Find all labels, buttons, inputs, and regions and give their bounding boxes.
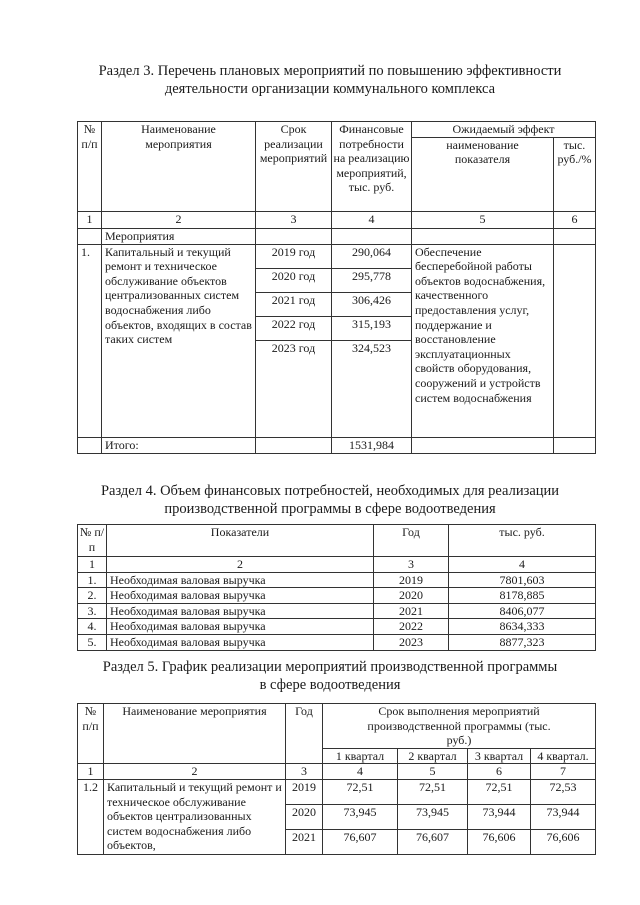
section4-title-line2: производственной программы в сфере водоотведения [164, 501, 496, 517]
table-row [78, 619, 596, 635]
row-q3: 76,606 [468, 829, 531, 854]
row-q2: 72,51 [398, 779, 468, 804]
empty-cell [412, 437, 554, 453]
colnum-5: 5 [412, 211, 554, 228]
section3-table [77, 121, 596, 454]
colnum-1: 1 [78, 211, 102, 228]
colnum-2: 2 [102, 211, 256, 228]
total-value: 1531,984 [332, 437, 412, 453]
row-indicator: Необходимая валовая выручка [107, 572, 374, 588]
colnum-4: 4 [332, 211, 412, 228]
header-unit: тыс. руб./% [554, 137, 596, 211]
colnum-3: 3 [374, 557, 449, 573]
table-row [78, 634, 596, 650]
row-year: 2022 [374, 619, 449, 635]
colnum-3: 3 [256, 211, 332, 228]
colnum-7: 7 [531, 764, 596, 780]
empty-cell [412, 228, 554, 244]
row-year: 2021 [286, 829, 323, 854]
header-amount: тыс. руб. [449, 525, 596, 557]
row-amount: 8877,323 [449, 634, 596, 650]
header-q2: 2 квартал [398, 748, 468, 764]
header-name: Наименование мероприятия [104, 704, 286, 764]
row-num: 3. [78, 603, 107, 619]
row-q1: 73,945 [323, 804, 398, 829]
empty-cell [78, 437, 102, 453]
amount-cell: 290,064 [332, 244, 412, 268]
row-q2: 73,945 [398, 804, 468, 829]
row-year: 2020 [286, 804, 323, 829]
empty-cell [554, 228, 596, 244]
row-num: 2. [78, 588, 107, 604]
empty-cell [78, 228, 102, 244]
header-effect: Ожидаемый эффект [412, 122, 596, 138]
empty-cell [554, 244, 596, 437]
section3-title [60, 62, 600, 98]
colnum-2: 2 [104, 764, 286, 780]
section5-title-line1: Раздел 5. График реализации мероприятий производственной программы [102, 659, 558, 675]
section3-title-line2: деятельности организации коммунального комплекса [164, 81, 496, 97]
row-year: 2021 [374, 603, 449, 619]
group-label: Мероприятия [102, 228, 256, 244]
section3-title-line1: Раздел 3. Перечень плановых мероприятий по повышению эффективности [98, 63, 562, 79]
empty-cell [332, 228, 412, 244]
section5-title-line2: в сфере водоотведения [259, 677, 401, 693]
row-year: 2023 [374, 634, 449, 650]
section5-table [77, 703, 596, 855]
empty-cell [554, 437, 596, 453]
year-cell: 2022 год [256, 316, 332, 340]
row-indicator: Необходимая валовая выручка [107, 588, 374, 604]
row-year: 2019 [286, 779, 323, 804]
colnum-4: 4 [323, 764, 398, 780]
row-num: 5. [78, 634, 107, 650]
colnum-2: 2 [107, 557, 374, 573]
header-name: Наименование мероприятия [102, 122, 256, 212]
row-q4: 76,606 [531, 829, 596, 854]
row-amount: 8634,333 [449, 619, 596, 635]
row-amount: 7801,603 [449, 572, 596, 588]
row-q4: 72,53 [531, 779, 596, 804]
row-num: 1. [78, 572, 107, 588]
header-q4: 4 квартал. [531, 748, 596, 764]
section4-table [77, 524, 596, 651]
colnum-1: 1 [78, 557, 107, 573]
year-cell: 2023 год [256, 340, 332, 437]
colnum-3: 3 [286, 764, 323, 780]
row-year: 2019 [374, 572, 449, 588]
header-num: № п/п [78, 122, 102, 212]
table-row [78, 588, 596, 604]
header-num: № п/п [78, 704, 104, 764]
row-q2: 76,607 [398, 829, 468, 854]
header-term: Срок реализации мероприятий [256, 122, 332, 212]
section4-title [60, 482, 600, 518]
item-name: Капитальный и текущий ремонт и техническое обслуживание объектов централизованных систем водоснабжения либо объектов, входящих в состав таких систем [102, 244, 256, 437]
year-cell: 2020 год [256, 268, 332, 292]
row-q3: 72,51 [468, 779, 531, 804]
colnum-5: 5 [398, 764, 468, 780]
table-row [78, 603, 596, 619]
colnum-6: 6 [554, 211, 596, 228]
header-q1: 1 квартал [323, 748, 398, 764]
amount-cell: 306,426 [332, 292, 412, 316]
year-cell: 2019 год [256, 244, 332, 268]
header-num: № п/п [78, 525, 107, 557]
row-indicator: Необходимая валовая выручка [107, 619, 374, 635]
section4-title-line1: Раздел 4. Объем финансовых потребностей, необходимых для реализации [100, 483, 560, 499]
header-schedule: Срок выполнения мероприятий производственной программы (тыс. руб.) [323, 704, 596, 749]
header-year: Год [286, 704, 323, 764]
colnum-4: 4 [449, 557, 596, 573]
total-label: Итого: [102, 437, 256, 453]
header-indicator: Показатели [107, 525, 374, 557]
row-num: 4. [78, 619, 107, 635]
section5-title [60, 658, 600, 694]
header-q3: 3 квартал [468, 748, 531, 764]
item-num: 1.2 [78, 779, 104, 854]
header-year: Год [374, 525, 449, 557]
row-q3: 73,944 [468, 804, 531, 829]
row-amount: 8178,885 [449, 588, 596, 604]
header-indicator: наименование показателя [412, 137, 554, 211]
colnum-6: 6 [468, 764, 531, 780]
amount-cell: 295,778 [332, 268, 412, 292]
row-year: 2020 [374, 588, 449, 604]
row-indicator: Необходимая валовая выручка [107, 603, 374, 619]
colnum-1: 1 [78, 764, 104, 780]
item-name: Капитальный и текущий ремонт и техническое обслуживание объектов централизованных систем водоснабжения либо объектов, [104, 779, 286, 854]
empty-cell [256, 437, 332, 453]
row-q1: 76,607 [323, 829, 398, 854]
row-amount: 8406,077 [449, 603, 596, 619]
amount-cell: 324,523 [332, 340, 412, 437]
row-q1: 72,51 [323, 779, 398, 804]
header-finance: Финансовые потребности на реализацию мероприятий, тыс. руб. [332, 122, 412, 212]
item-effect: Обеспечение бесперебойной работы объектов водоснабжения, качественного предоставления услуг, поддержание и восстановление эксплуатационных свойств оборудования, сооружений и устройств систем водоснабжения [412, 244, 554, 437]
row-indicator: Необходимая валовая выручка [107, 634, 374, 650]
amount-cell: 315,193 [332, 316, 412, 340]
empty-cell [256, 228, 332, 244]
year-cell: 2021 год [256, 292, 332, 316]
table-row [78, 572, 596, 588]
table-row [78, 779, 596, 804]
item-num: 1. [78, 244, 102, 437]
row-q4: 73,944 [531, 804, 596, 829]
